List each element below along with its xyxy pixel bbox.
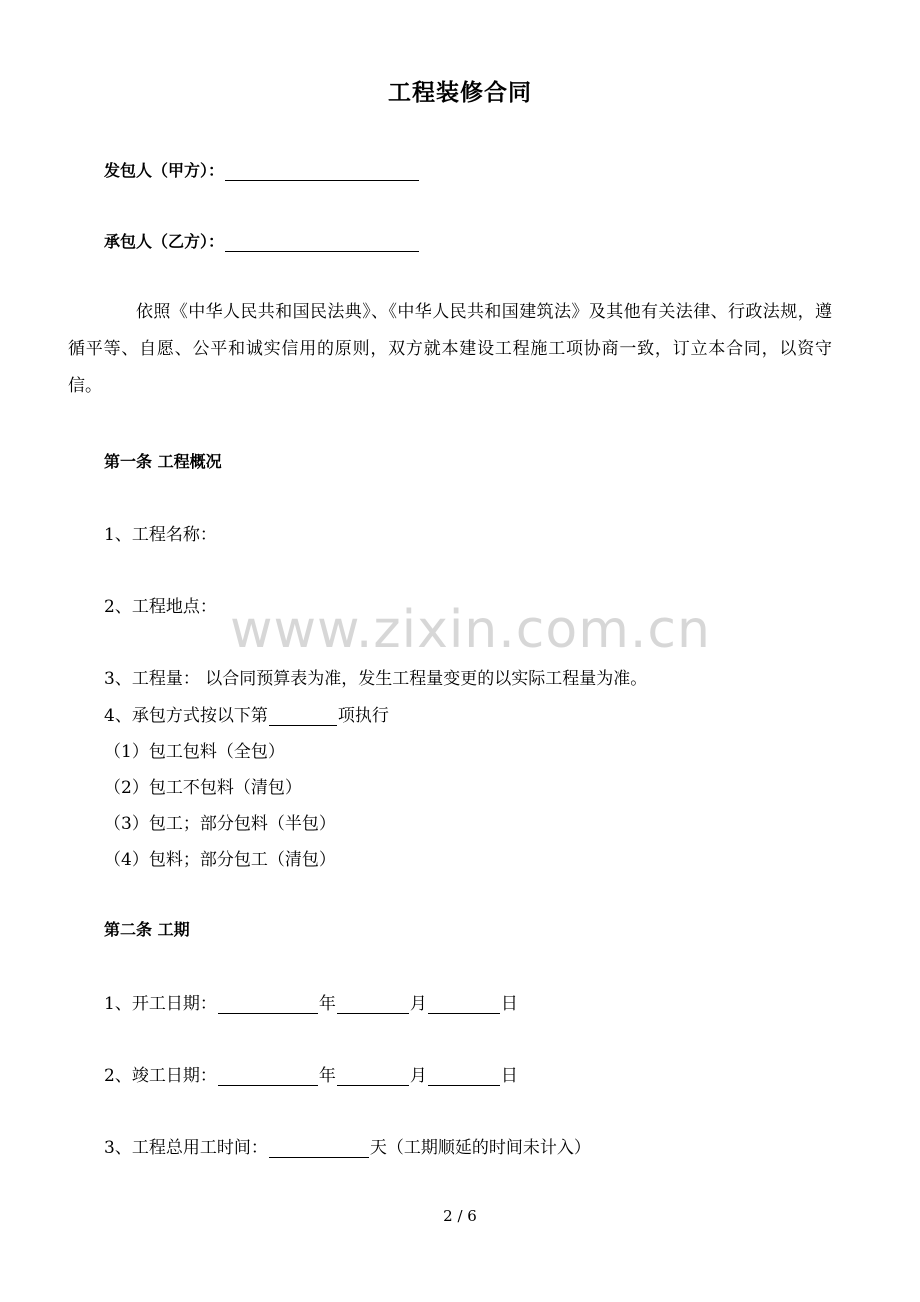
year-label: 年 — [318, 1066, 336, 1086]
day-label: 日 — [500, 1066, 518, 1086]
end-year-blank[interactable] — [218, 1067, 318, 1086]
start-year-blank[interactable] — [218, 995, 318, 1014]
party-a-label: 发包人（甲方）： — [104, 161, 225, 180]
method-option-2: （2）包工不包料（清包） — [104, 778, 302, 798]
party-a-line — [104, 158, 420, 181]
method-option-4: （4）包料；部分包工（清包） — [104, 850, 336, 870]
party-a-blank[interactable] — [225, 162, 419, 181]
start-date-line — [104, 989, 518, 1014]
month-label: 月 — [409, 994, 427, 1014]
contract-method-suffix: 项执行 — [337, 706, 389, 726]
total-duration-label: 3、工程总用工时间： — [104, 1138, 268, 1158]
project-location-label: 2、工程地点： — [104, 597, 217, 617]
page-number: 2 / 6 — [443, 1207, 477, 1225]
end-day-blank[interactable] — [428, 1067, 500, 1086]
total-duration-line — [104, 1133, 591, 1158]
watermark: www.zixin.com.cn — [230, 600, 711, 660]
total-duration-suffix: 天（工期顺延的时间未计入） — [369, 1138, 591, 1158]
start-month-blank[interactable] — [337, 995, 409, 1014]
party-b-blank[interactable] — [225, 233, 419, 252]
party-b-line — [104, 229, 420, 252]
party-b-label: 承包人（乙方）： — [104, 232, 225, 251]
project-quantity-text: 3、工程量： 以合同预算表为准，发生工程量变更的以实际工程量为准。 — [104, 669, 648, 689]
day-label: 日 — [500, 994, 518, 1014]
project-name-label: 1、工程名称： — [104, 525, 217, 545]
method-option-1: （1）包工包料（全包） — [104, 742, 285, 762]
start-day-blank[interactable] — [428, 995, 500, 1014]
end-date-line — [104, 1061, 518, 1086]
document-title: 工程装修合同 — [388, 80, 532, 106]
year-label: 年 — [318, 994, 336, 1014]
contract-method-line — [104, 701, 389, 726]
method-option-3: （3）包工；部分包料（半包） — [104, 814, 336, 834]
article1-heading: 第一条 工程概况 — [104, 452, 222, 471]
month-label: 月 — [409, 1066, 427, 1086]
contract-method-blank[interactable] — [269, 707, 337, 726]
intro-paragraph: 依照《中华人民共和国民法典》、《中华人民共和国建筑法》及其他有关法律、行政法规，遵循平等、自愿、公平和诚实信用的原则，双方就本建设工程施工项协商一致，订立本合同，以资守信。 — [68, 302, 832, 396]
contract-method-prefix: 4、承包方式按以下第 — [104, 706, 268, 726]
total-days-blank[interactable] — [269, 1139, 369, 1158]
end-date-label: 2、竣工日期： — [104, 1066, 217, 1086]
start-date-label: 1、开工日期： — [104, 994, 217, 1014]
end-month-blank[interactable] — [337, 1067, 409, 1086]
article2-heading: 第二条 工期 — [104, 920, 190, 939]
